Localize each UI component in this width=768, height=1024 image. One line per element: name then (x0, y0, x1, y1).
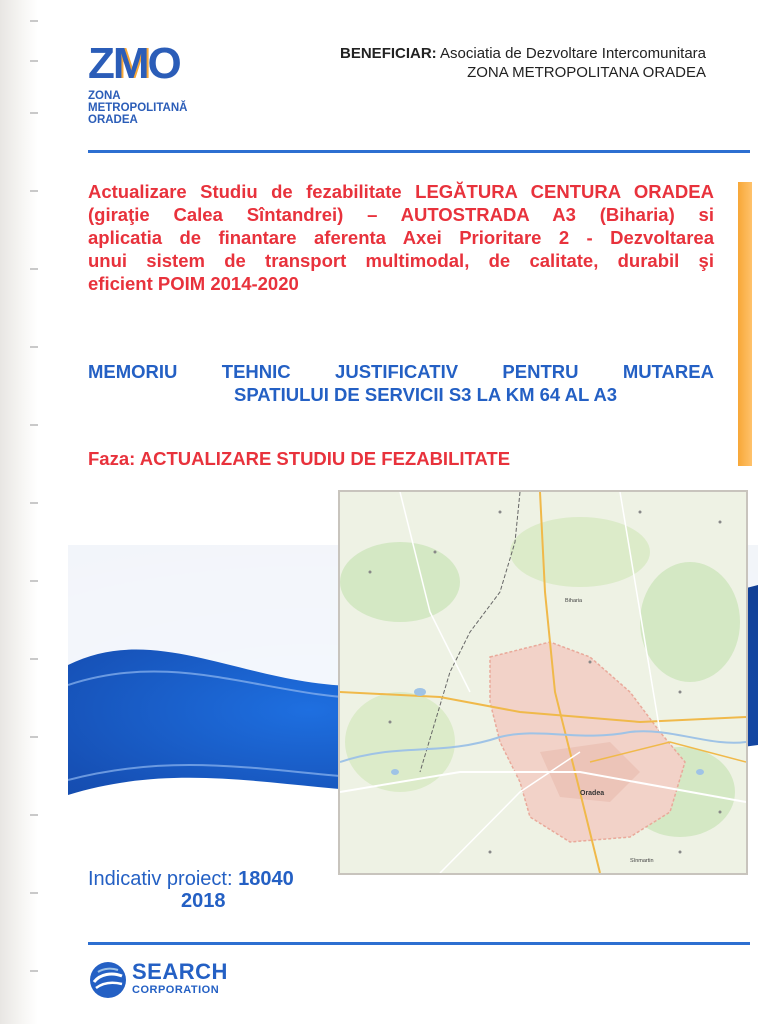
company-sub: CORPORATION (132, 984, 220, 996)
search-corporation-logo-text (132, 960, 228, 996)
title-line: (giraţie Calea Sîntandrei) – AUTOSTRADA A3 (Biharia) si (88, 204, 714, 225)
search-corporation-logo-icon (88, 960, 128, 1000)
project-code-value: 18040 (238, 868, 294, 890)
title-line: unui sistem de transport multimodal, de calitate, durabil şi (88, 250, 714, 271)
zmo-subtitle-line: ORADEA (88, 114, 138, 126)
margin-mark (30, 20, 38, 22)
memoriu-word: TEHNIC (221, 361, 291, 382)
margin-mark (30, 424, 38, 426)
project-code-label: Indicativ proiect: (88, 868, 233, 890)
margin-mark (30, 268, 38, 270)
map-label: Biharia (565, 598, 583, 604)
zmo-letter: Z (88, 39, 113, 88)
beneficiar-block (340, 44, 706, 82)
margin-mark (30, 970, 38, 972)
margin-mark (30, 112, 38, 114)
memoriu-word: PENTRU (502, 361, 579, 382)
zmo-subtitle-line: METROPOLITANĂ (88, 102, 188, 114)
margin-mark (30, 892, 38, 894)
margin-mark (30, 736, 38, 738)
margin-mark (30, 658, 38, 660)
margin-mark (30, 190, 38, 192)
beneficiar-label: BENEFICIAR: (340, 45, 437, 62)
title-line: eficient POIM 2014-2020 (88, 273, 299, 294)
zmo-letter: M (112, 39, 148, 88)
project-code (88, 868, 294, 891)
document-title (88, 180, 714, 295)
map-label-oradea: Oradea (580, 790, 605, 797)
project-year: 2018 (181, 890, 226, 912)
zmo-subtitle-line: ZONA (88, 90, 121, 102)
zmo-logo (88, 40, 268, 126)
beneficiar-line2: ZONA METROPOLITANA ORADEA (467, 64, 706, 81)
title-line: Actualizare Studiu de fezabilitate LEGĂTURA CENTURA ORADEA (88, 181, 714, 202)
memoriu-line2: SPATIULUI DE SERVICII S3 LA KM 64 AL A3 (234, 384, 618, 405)
margin-mark (30, 814, 38, 816)
map-graphic (340, 492, 746, 873)
map-label: Sînmartin (630, 858, 654, 864)
memoriu-word: MEMORIU (88, 361, 178, 382)
margin-mark (30, 502, 38, 504)
zmo-logo-subtitle (88, 90, 268, 126)
company-name: SEARCH (132, 959, 228, 984)
zmo-letter: O (147, 39, 180, 88)
margin-mark (30, 60, 38, 62)
location-map (338, 490, 748, 875)
header-divider (88, 150, 750, 153)
orange-accent-bar (738, 182, 752, 466)
page-binding-edge (0, 0, 38, 1024)
zmo-logo-letters (88, 40, 268, 88)
memoriu-word: MUTAREA (622, 361, 714, 382)
beneficiar-line1: Asociatia de Dezvoltare Intercomunitara (440, 45, 706, 62)
memoriu-heading (88, 360, 714, 406)
margin-mark (30, 580, 38, 582)
title-line: aplicatia de finantare aferenta Axei Prioritare 2 - Dezvoltarea (88, 227, 714, 248)
memoriu-line1 (88, 360, 714, 383)
memoriu-word: JUSTIFICATIV (335, 361, 459, 382)
margin-mark (30, 346, 38, 348)
footer-divider (88, 942, 750, 945)
faza-heading: Faza: ACTUALIZARE STUDIU DE FEZABILITATE (88, 448, 511, 469)
